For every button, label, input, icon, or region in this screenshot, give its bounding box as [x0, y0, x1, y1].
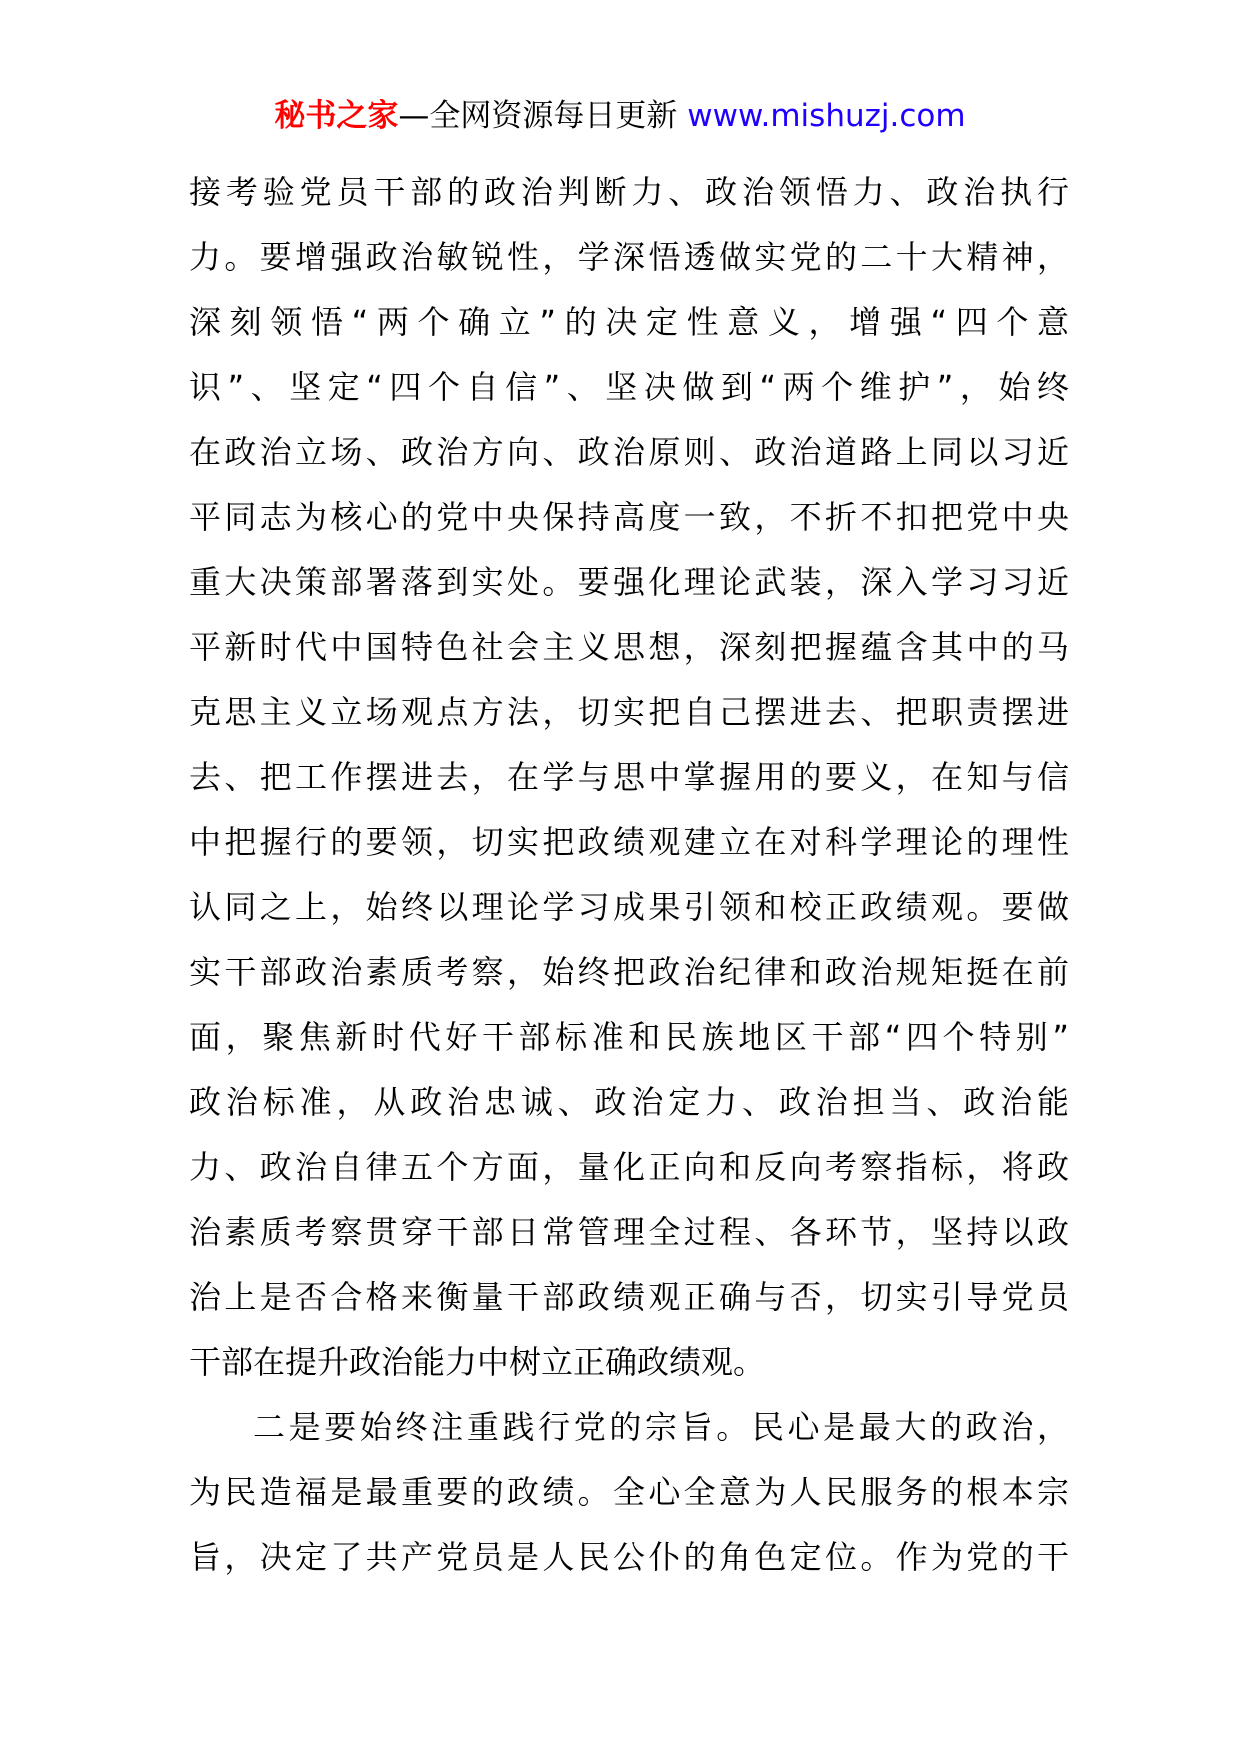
- text-line: 平同志为核心的党中央保持高度一致，不折不扣把党中央: [189, 498, 1069, 536]
- paragraph-1: [189, 160, 1069, 1395]
- header-tagline: —全网资源每日更新: [398, 98, 688, 134]
- text-line: 接考验党员干部的政治判断力、政治领悟力、政治执行: [189, 173, 1069, 211]
- text-line: 旨，决定了共产党员是人民公仆的角色定位。作为党的干: [189, 1538, 1069, 1576]
- text-line: 政治标准，从政治忠诚、政治定力、政治担当、政治能: [189, 1083, 1069, 1121]
- text-line: 治素质考察贯穿干部日常管理全过程、各环节，坚持以政: [189, 1213, 1069, 1251]
- text-line: 实干部政治素质考察，始终把政治纪律和政治规矩挺在前: [189, 953, 1069, 991]
- site-url-link[interactable]: www.mishuzj.com: [687, 98, 966, 134]
- text-line: 克思主义立场观点方法，切实把自己摆进去、把职责摆进: [189, 693, 1069, 731]
- text-line: 治上是否合格来衡量干部政绩观正确与否，切实引导党员: [189, 1278, 1069, 1316]
- text-line: 中把握行的要领，切实把政绩观建立在对科学理论的理性: [189, 823, 1069, 861]
- paragraph-2: [189, 1395, 1069, 1590]
- text-line: 识”、坚定“四个自信”、坚决做到“两个维护”，始终: [189, 368, 1069, 406]
- brand-name: 秘书之家: [274, 98, 399, 134]
- text-line: 深刻领悟“两个确立”的决定性意义，增强“四个意: [189, 303, 1069, 341]
- text-line: 力、政治自律五个方面，量化正向和反向考察指标，将政: [189, 1148, 1069, 1186]
- text-line: 重大决策部署落到实处。要强化理论武装，深入学习习近: [189, 563, 1069, 601]
- text-line: 面，聚焦新时代好干部标准和民族地区干部“四个特别”: [189, 1018, 1069, 1056]
- document-body: [189, 160, 1069, 1590]
- text-line: 去、把工作摆进去，在学与思中掌握用的要义，在知与信: [189, 758, 1069, 796]
- text-line: 平新时代中国特色社会主义思想，深刻把握蕴含其中的马: [189, 628, 1069, 666]
- text-line: 为民造福是最重要的政绩。全心全意为人民服务的根本宗: [189, 1473, 1069, 1511]
- text-line: 力。要增强政治敏锐性，学深悟透做实党的二十大精神，: [189, 238, 1069, 276]
- text-line: 认同之上，始终以理论学习成果引领和校正政绩观。要做: [189, 888, 1069, 926]
- text-line: 干部在提升政治能力中树立正确政绩观。: [189, 1343, 766, 1381]
- text-line: 在政治立场、政治方向、政治原则、政治道路上同以习近: [189, 433, 1069, 471]
- site-header: [0, 96, 1240, 136]
- text-line: 二是要始终注重践行党的宗旨。民心是最大的政治，: [253, 1408, 1069, 1446]
